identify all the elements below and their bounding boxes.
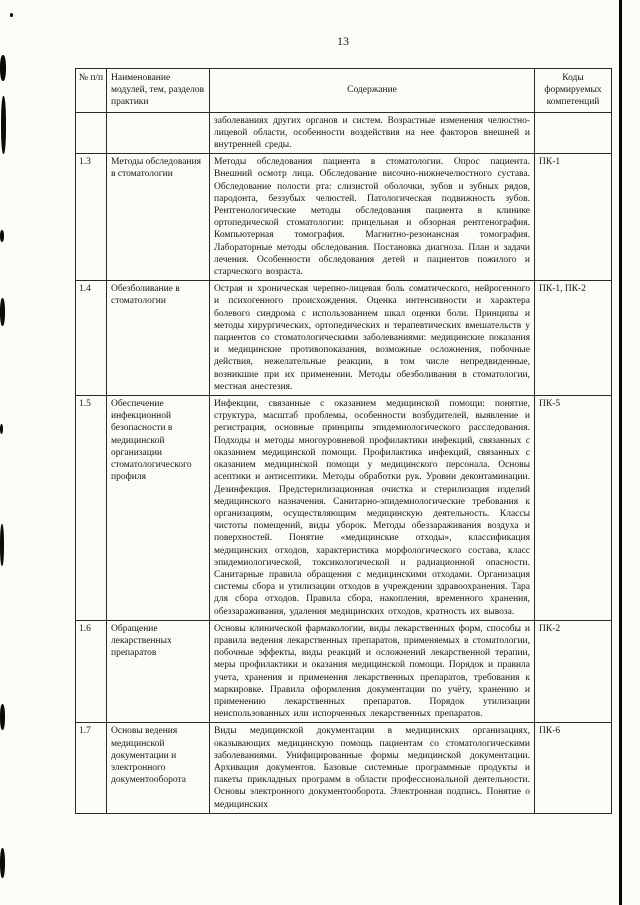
scan-artifact <box>0 230 4 242</box>
table-row <box>76 281 612 396</box>
row-module: Обращение лекарственных препаратов <box>107 620 210 723</box>
header-codes: Коды формируемых компетенций <box>535 69 612 113</box>
row-module: Основы ведения медицинской документации и электронного документооборота <box>107 723 210 813</box>
table-row <box>76 154 612 281</box>
row-content: Инфекции, связанные с оказанием медицинской помощи: понятие, структура, масштаб проблемы, особенности возбудителей, выявление и регистрация, основные принципы эпидемиологического расследования. Подходы и методы многоуровневой профилактики инфекций, связанных с оказанием медицинской помощи. Профилактика инфекций, связанных с оказанием медицинской помощи у медицинского персонала. Основы асептики и антисептики. Методы обработки рук. Уровни деконтаминации. Дезинфекция. Предстерилизационная очистка и стерилизация изделий медицинского назначения. Санитарно-эпидемиологические требования к организациям, осуществляющим медицинскую деятельность. Классы чистоты помещений, виды уборок. Методы обеззараживания воздуха и поверхностей. Понятие «медицинские отходы», классификация медицинских отходов, характеристика морфологического состава, класс эпидемиологической, токсикологической и радиационной опасности. Санитарные правила обращения с медицинскими отходами. Организация системы сбора и утилизации отходов в учреждении здравоохранения. Тара для сбора отходов. Правила сбора, накопления, временного хранения, обеззараживания, удаления медицинских отходов, кратность их вывоза. <box>210 396 535 621</box>
scan-edge-line <box>619 0 622 905</box>
table-row <box>76 723 612 813</box>
row-content: Методы обследования пациента в стоматологии. Опрос пациента. Внешний осмотр лица. Обследование височно-нижнечелюстного сустава. Обследование полости рта: слизистой оболочки, зубов и зубных рядов, пародонта, беззубых челюстей. Патологическая подвижность зубов. Рентгенологические методы обследования пациента в клинике ортопедической стоматологии: прицельная и обзорная рентгенография. Компьютерная томография. Магнитно-резонансная томография. Лабораторные методы обследования. Постановка диагноза. План и задачи лечения. Особенности обследования детей и пациентов пожилого и старческого возраста. <box>210 154 535 281</box>
row-codes: ПК-2 <box>535 620 612 723</box>
row-num: 1.6 <box>76 620 107 723</box>
row-module: Методы обследования в стоматологии <box>107 154 210 281</box>
row-module: Обезболивание в стоматологии <box>107 281 210 396</box>
header-module: Наименование модулей, тем, разделов практики <box>107 69 210 113</box>
table-row <box>76 620 612 723</box>
row-content: Основы клинической фармакологии, виды лекарственных форм, способы и правила ведения лекарственных препаратов, применяемых в стоматологии, побочные эффекты, виды реакций и осложнений лекарственной терапии, меры профилактики и оказания медицинской помощи. Порядок и правила учета, хранения и применения лекарственных препаратов, требования к маркировке. Правила оформления документации по учёту, хранению и применению лекарственных препаратов. Порядок утилизации неиспользованных или испорченных лекарственных препаратов. <box>210 620 535 723</box>
table-row <box>76 396 612 621</box>
scan-artifact <box>0 704 5 730</box>
row-codes <box>535 112 612 154</box>
row-codes: ПК-5 <box>535 396 612 621</box>
row-num: 1.5 <box>76 396 107 621</box>
row-content: заболеваниях других органов и систем. Возрастные изменения челюстно-лицевой области, особенности воздействия на нее факторов внешней и внутренней среды. <box>210 112 535 154</box>
scan-artifact <box>0 298 5 326</box>
row-num <box>76 112 107 154</box>
row-content: Острая и хроническая черепно-лицевая боль соматического, нейрогенного и психогенного происхождения. Оценка интенсивности и характера болевого синдрома с использованием шкал оценки боли. Принципы и методы хирургических, ортопедических и терапевтических вмешательств у пациентов со стоматологическими заболеваниями: медицинские показания и медицинские противопоказания, возможные осложнения, побочные действия, нежелательные реакции, в том числе непредвиденные, возникшие при их применении. Методы обезболивания в стоматологии, местная анестезия. <box>210 281 535 396</box>
scan-artifact <box>0 55 6 81</box>
row-content: Виды медицинской документации в медицинских организациях, оказывающих медицинскую помощь пациентам со стоматологическими заболеваниями. Унифицированные формы медицинской документации. Архивация документов. Базовые системные программные продукты и пакеты прикладных программ в области профессиональной деятельности. Основы электронного документооборота. Электронная подпись. Понятие о медицинских <box>210 723 535 813</box>
row-num: 1.4 <box>76 281 107 396</box>
row-codes: ПК-1 <box>535 154 612 281</box>
row-module: Обеспечение инфекционной безопасности в медицинской организации стоматологического профиля <box>107 396 210 621</box>
row-module <box>107 112 210 154</box>
scan-artifact <box>0 424 3 434</box>
row-num: 1.3 <box>76 154 107 281</box>
scan-artifact <box>1 96 6 154</box>
page-number: 13 <box>337 34 349 48</box>
practice-modules-table <box>75 68 612 814</box>
scan-artifact <box>0 524 4 566</box>
header-num: № п/п <box>76 69 107 113</box>
row-codes: ПК-1, ПК-2 <box>535 281 612 396</box>
scan-artifact <box>0 848 5 878</box>
row-num: 1.7 <box>76 723 107 813</box>
table-header-row <box>76 69 612 113</box>
row-codes: ПК-6 <box>535 723 612 813</box>
header-content: Содержание <box>210 69 535 113</box>
table-row <box>76 112 612 154</box>
scan-artifact <box>10 13 13 17</box>
